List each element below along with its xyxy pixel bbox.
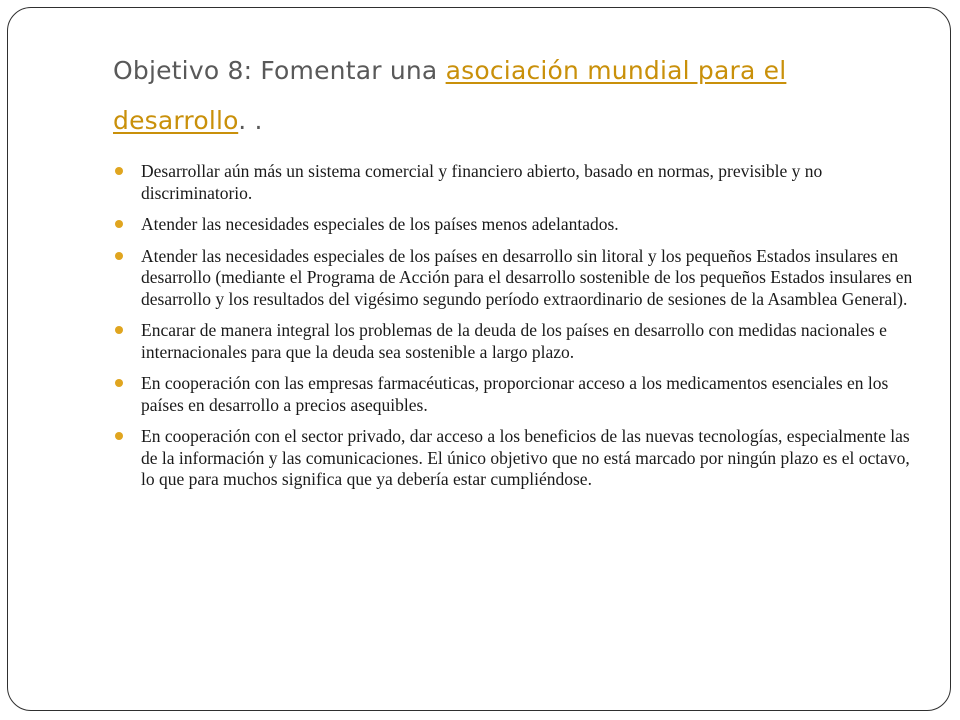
- bullet-text: Encarar de manera integral los problemas de la deuda de los países en desarrollo con medidas nacionales e internacionales para que la deuda sea sostenible a largo plazo.: [141, 320, 887, 362]
- bullet-dot-icon: [115, 220, 123, 228]
- bullet-text: Desarrollar aún más un sistema comercial y financiero abierto, basado en normas, previsible y no discriminatorio.: [141, 161, 823, 203]
- bullet-item: [113, 161, 913, 204]
- title-prefix: Objetivo 8: Fomentar una: [113, 56, 446, 85]
- bullet-item: [113, 320, 913, 363]
- slide-title: [113, 46, 913, 146]
- bullet-dot-icon: [115, 432, 123, 440]
- title-suffix: . .: [238, 106, 263, 135]
- bullet-dot-icon: [115, 167, 123, 175]
- slide-frame: [7, 7, 951, 711]
- bullet-dot-icon: [115, 326, 123, 334]
- bullet-item: [113, 373, 913, 416]
- title-link-line1[interactable]: asociación mundial para el: [445, 56, 787, 85]
- bullet-item: [113, 246, 913, 311]
- bullet-item: [113, 426, 913, 491]
- bullet-dot-icon: [115, 252, 123, 260]
- bullet-text: Atender las necesidades especiales de los países en desarrollo sin litoral y los pequeños Estados insulares en desarrollo (mediante el Programa de Acción para el desarrollo sostenible de los pequeños Estados insulares en desarrollo y los resultados del vigésimo segundo período extraordinario de sesiones de la Asamblea General).: [141, 245, 913, 309]
- bullet-text: En cooperación con las empresas farmacéuticas, proporcionar acceso a los medicamentos esenciales en los países en desarrollo a precios asequibles.: [141, 373, 889, 415]
- bullet-text: Atender las necesidades especiales de los países menos adelantados.: [141, 214, 619, 234]
- bullet-item: [113, 214, 913, 236]
- bullet-dot-icon: [115, 379, 123, 387]
- bullet-text: En cooperación con el sector privado, dar acceso a los beneficios de las nuevas tecnologías, especialmente las de la información y las comunicaciones. El único objetivo que no está marcado por ningún plazo es el octavo, lo que para muchos significa que ya debería estar cumpliéndose.: [141, 426, 910, 489]
- title-link-line2[interactable]: desarrollo: [113, 106, 239, 135]
- bullet-list: [113, 161, 913, 501]
